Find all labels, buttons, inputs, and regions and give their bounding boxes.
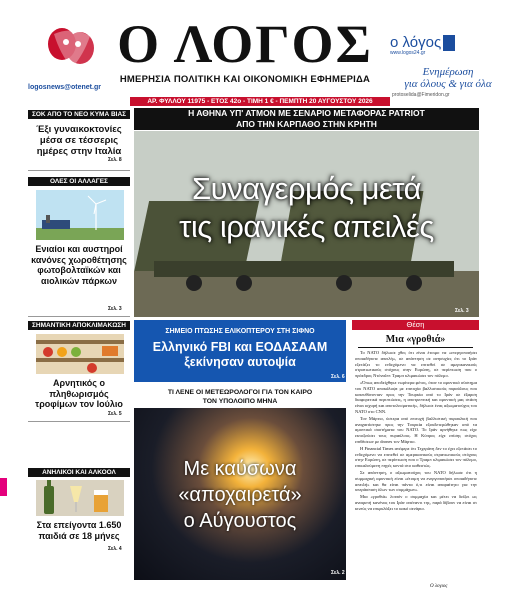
column-label: Θέση — [352, 320, 479, 330]
main-story-kicker — [134, 108, 479, 130]
left-story-4-kicker: ΑΝΗΛΙΚΟΙ ΚΑΙ ΑΛΚΟΟΛ — [28, 468, 130, 477]
left-story-2-kicker: ΟΛΕΣ ΟΙ ΑΛΛΑΓΕΣ — [28, 177, 130, 186]
column-signature: Ο λογιος — [430, 584, 448, 589]
fbi-story-page: Σελ. 6 — [331, 374, 345, 380]
column-paragraph: Η Financial Times ανέφερε ότι Τεχεράνη δεν το έχει εξετάσει το ενδεχόμενο να επιτεθεί σε αμερικανικούς στρατιωτικούς στόχους στην Ευρώπη, σε περίπτωση που ο Τραμπ κλιμακώσει τον πόλεμο, επικαλούμενη πηγές κοντά στο καθεστώς. — [355, 445, 477, 469]
brand-slogan-line-1: Ενημέρωση — [422, 66, 474, 78]
logo-icon — [44, 24, 100, 72]
column-paragraph: Το ΝΑΤΟ δήλωσε χθες ότι είναι έτοιμο να «ενεργοποιήσει οποιαδήποτε απειλή», σε απάντηση σε ανησυχίες ότι το Ιράν εξετάζει το ενδεχόμενο να επιτεθεί σε αμερικανικούς στρατιωτικούς στόχους στην Ευρώπη, σε περίπτωση που ο πρόεδρος Ντόναλντ Τραμπ κλιμακώσει τον πόλεμο. — [355, 350, 477, 379]
main-story-headline-line-1: Συναγερμός μετά — [191, 171, 422, 206]
fbi-story-kicker: ΣΗΜΕΙΟ ΠΤΩΣΗΣ ΕΛΙΚΟΠΤΕΡΟΥ ΣΤΗ ΣΙΦΝΟ — [165, 328, 315, 335]
weather-story-kicker — [134, 388, 346, 406]
left-story-4-page: Σελ. 4 — [108, 546, 122, 552]
wind-turbine-photo — [36, 190, 124, 240]
column-body — [355, 350, 477, 513]
alcohol-photo — [36, 480, 124, 516]
column-paragraph: Μια «γροθιά» λοιπόν ο συμμαχία και μέτει να δείξει ως αναιρετή κανένας του Ιράν απέναντι της, παρά δίβουν να είναι στ κινεύς να επιφυλάξει το κακό σενάριο. — [355, 494, 477, 511]
column-title[interactable]: Μια «γροθιά» — [385, 334, 446, 345]
column-rule — [358, 347, 473, 348]
divider — [28, 316, 130, 317]
contact-email[interactable]: logosnews@otenet.gr — [28, 84, 101, 91]
issue-info-bar: ΑΡ. ΦΥΛΛΟΥ 11975 - ΕΤΟΣ 42ο - ΤΙΜΗ 1 € - ΠΕΜΠΤΗ 20 ΑΥΓΟΥΣΤΟΥ 2026 — [130, 97, 390, 106]
brand-24-icon — [443, 35, 455, 51]
weather-story-kicker-line-1: ΤΙ ΛΕΝΕ ΟΙ ΜΕΤΕΩΡΟΛΟΓΟΙ ΓΙΑ ΤΟΝ ΚΑΙΡΟ — [167, 389, 313, 396]
main-story-kicker-line-2: ΑΠΟ ΤΗΝ ΚΑΡΠΑΘΟ ΣΤΗΝ ΚΡΗΤΗ — [236, 119, 377, 129]
left-story-4-headline[interactable]: Στα επείγοντα 1.650 παιδιά σε 18 μήνες — [36, 520, 122, 541]
masthead-title: Ο ΛΟΓΟΣ — [117, 14, 373, 74]
brand-slogan-line-2: για όλους & για όλα — [404, 78, 492, 90]
column-paragraph: «Όπως αποδείχθηκε νωρίτερα φέτος, όταν το αμυντικό σύστημα του ΝΑΤΟ αποκάλυψε με επιτυχία βαλλιστικούς πυραύλους που κατευθύνονταν προς την Τουρκία από το Ιράν σε έξαρση διαφορετικά περιπτώσεις, η αποτρεπτική και αμυντική μας στάση είναι ισχυρή και αποτελεσματική», δήλωσε ένας αξιωματούχος του ΝΑΤΟ στο CNN. — [355, 379, 477, 414]
fbi-story-headline-line-1: Ελληνικό FBI και ΕΟΔΑΣΑΑΜ — [152, 340, 328, 354]
left-story-1-headline[interactable]: Έξι γυναικοκτονίες μέσα σε τέσσερις ημέρες στην Ιταλία — [36, 124, 122, 157]
main-story-kicker-line-1: Η ΑΘΗΝΑ ΥΠ' ΑΤΜΟΝ ΜΕ ΣΕΝΑΡΙΟ ΜΕΤΑΦΟΡΑΣ PATRIOT — [188, 108, 425, 118]
weather-story-headline-line-1: Με καύσωνα «αποχαιρετά» — [178, 458, 302, 506]
side-brand — [390, 34, 490, 56]
left-story-3-headline[interactable]: Αρνητικός ο πληθωρισμός τροφίμων τον Ιούλιο — [35, 378, 123, 409]
left-story-2-headline[interactable]: Ενιαίοι και αυστηροί κανόνες χωροθέτησης φωτοβολταϊκών και αιολικών πάρκων — [31, 244, 127, 286]
weather-story-headline-line-2: ο Αύγουστος — [183, 510, 297, 532]
edge-marker — [0, 478, 7, 496]
left-story-1-page: Σελ. 8 — [108, 157, 122, 163]
main-story-headline[interactable] — [134, 170, 479, 246]
side-email: protoselida@Fimeridon.gr — [392, 92, 450, 98]
divider — [28, 170, 130, 171]
brand-name: ο λόγος — [390, 34, 442, 51]
brand-url[interactable]: www.logos24.gr — [390, 50, 426, 56]
divider — [28, 421, 130, 422]
fbi-story-headline-line-2: ξεκίνησαν αυτοψία — [184, 355, 296, 369]
main-story-headline-line-2: τις ιρανικές απειλές — [179, 209, 434, 244]
weather-story-kicker-line-2: ΤΟΝ ΥΠΟΛΟΙΠΟ ΜΗΝΑ — [202, 398, 278, 405]
weather-story-page: Σελ. 2 — [331, 570, 345, 576]
left-story-2-page: Σελ. 3 — [108, 306, 122, 312]
weather-story-headline[interactable] — [134, 456, 346, 534]
groceries-photo — [36, 334, 124, 374]
column-paragraph: Τον Μάρτιο, ύστερα από επιτυχή βαλλιστική πυραυλική που αναχαιτίστηκε προς την Τουρκία εξουδετερώθηκαν από τα αμυντικά συστήματα του ΝΑΤΟ. Το Ιράν αρνήθηκε πως είχε εκτοξεύσει τους πυραύλους. Η Κύπρος είχε επίσης στόχος επιθέσεων με drones τον Μάρτιο. — [355, 415, 477, 444]
left-story-1-kicker: ΣΟΚ ΑΠΟ ΤΟ ΝΕΟ ΚΥΜΑ ΒΙΑΣ — [28, 110, 130, 119]
masthead-subtitle: ΗΜΕΡΗΣΙΑ ΠΟΛΙΤΙΚΗ ΚΑΙ ΟΙΚΟΝΟΜΙΚΗ ΕΦΗΜΕΡΙΔΑ — [119, 74, 371, 85]
fbi-story-headline[interactable] — [134, 340, 346, 370]
left-story-3-page: Σελ. 5 — [108, 411, 122, 417]
left-story-3-kicker: ΣΗΜΑΝΤΙΚΗ ΑΠΟΚΛΙΜΑΚΩΣΗ — [28, 321, 130, 330]
main-story-page: Σελ. 3 — [455, 308, 469, 314]
brand-slogan — [400, 66, 496, 90]
column-paragraph: Σε απάντηση, ο αξιωματούχος του ΝΑΤΟ δήλωσε ότι η συμμαχική αμυντική είναι «έτοιμη να ενεργοποιήσει οποιαδήποτε απειλή» και θα είναι πάντα ό,τι είναι απαραίτητο για την υπεράσπιση όλων των συμμάχων». — [355, 469, 477, 493]
